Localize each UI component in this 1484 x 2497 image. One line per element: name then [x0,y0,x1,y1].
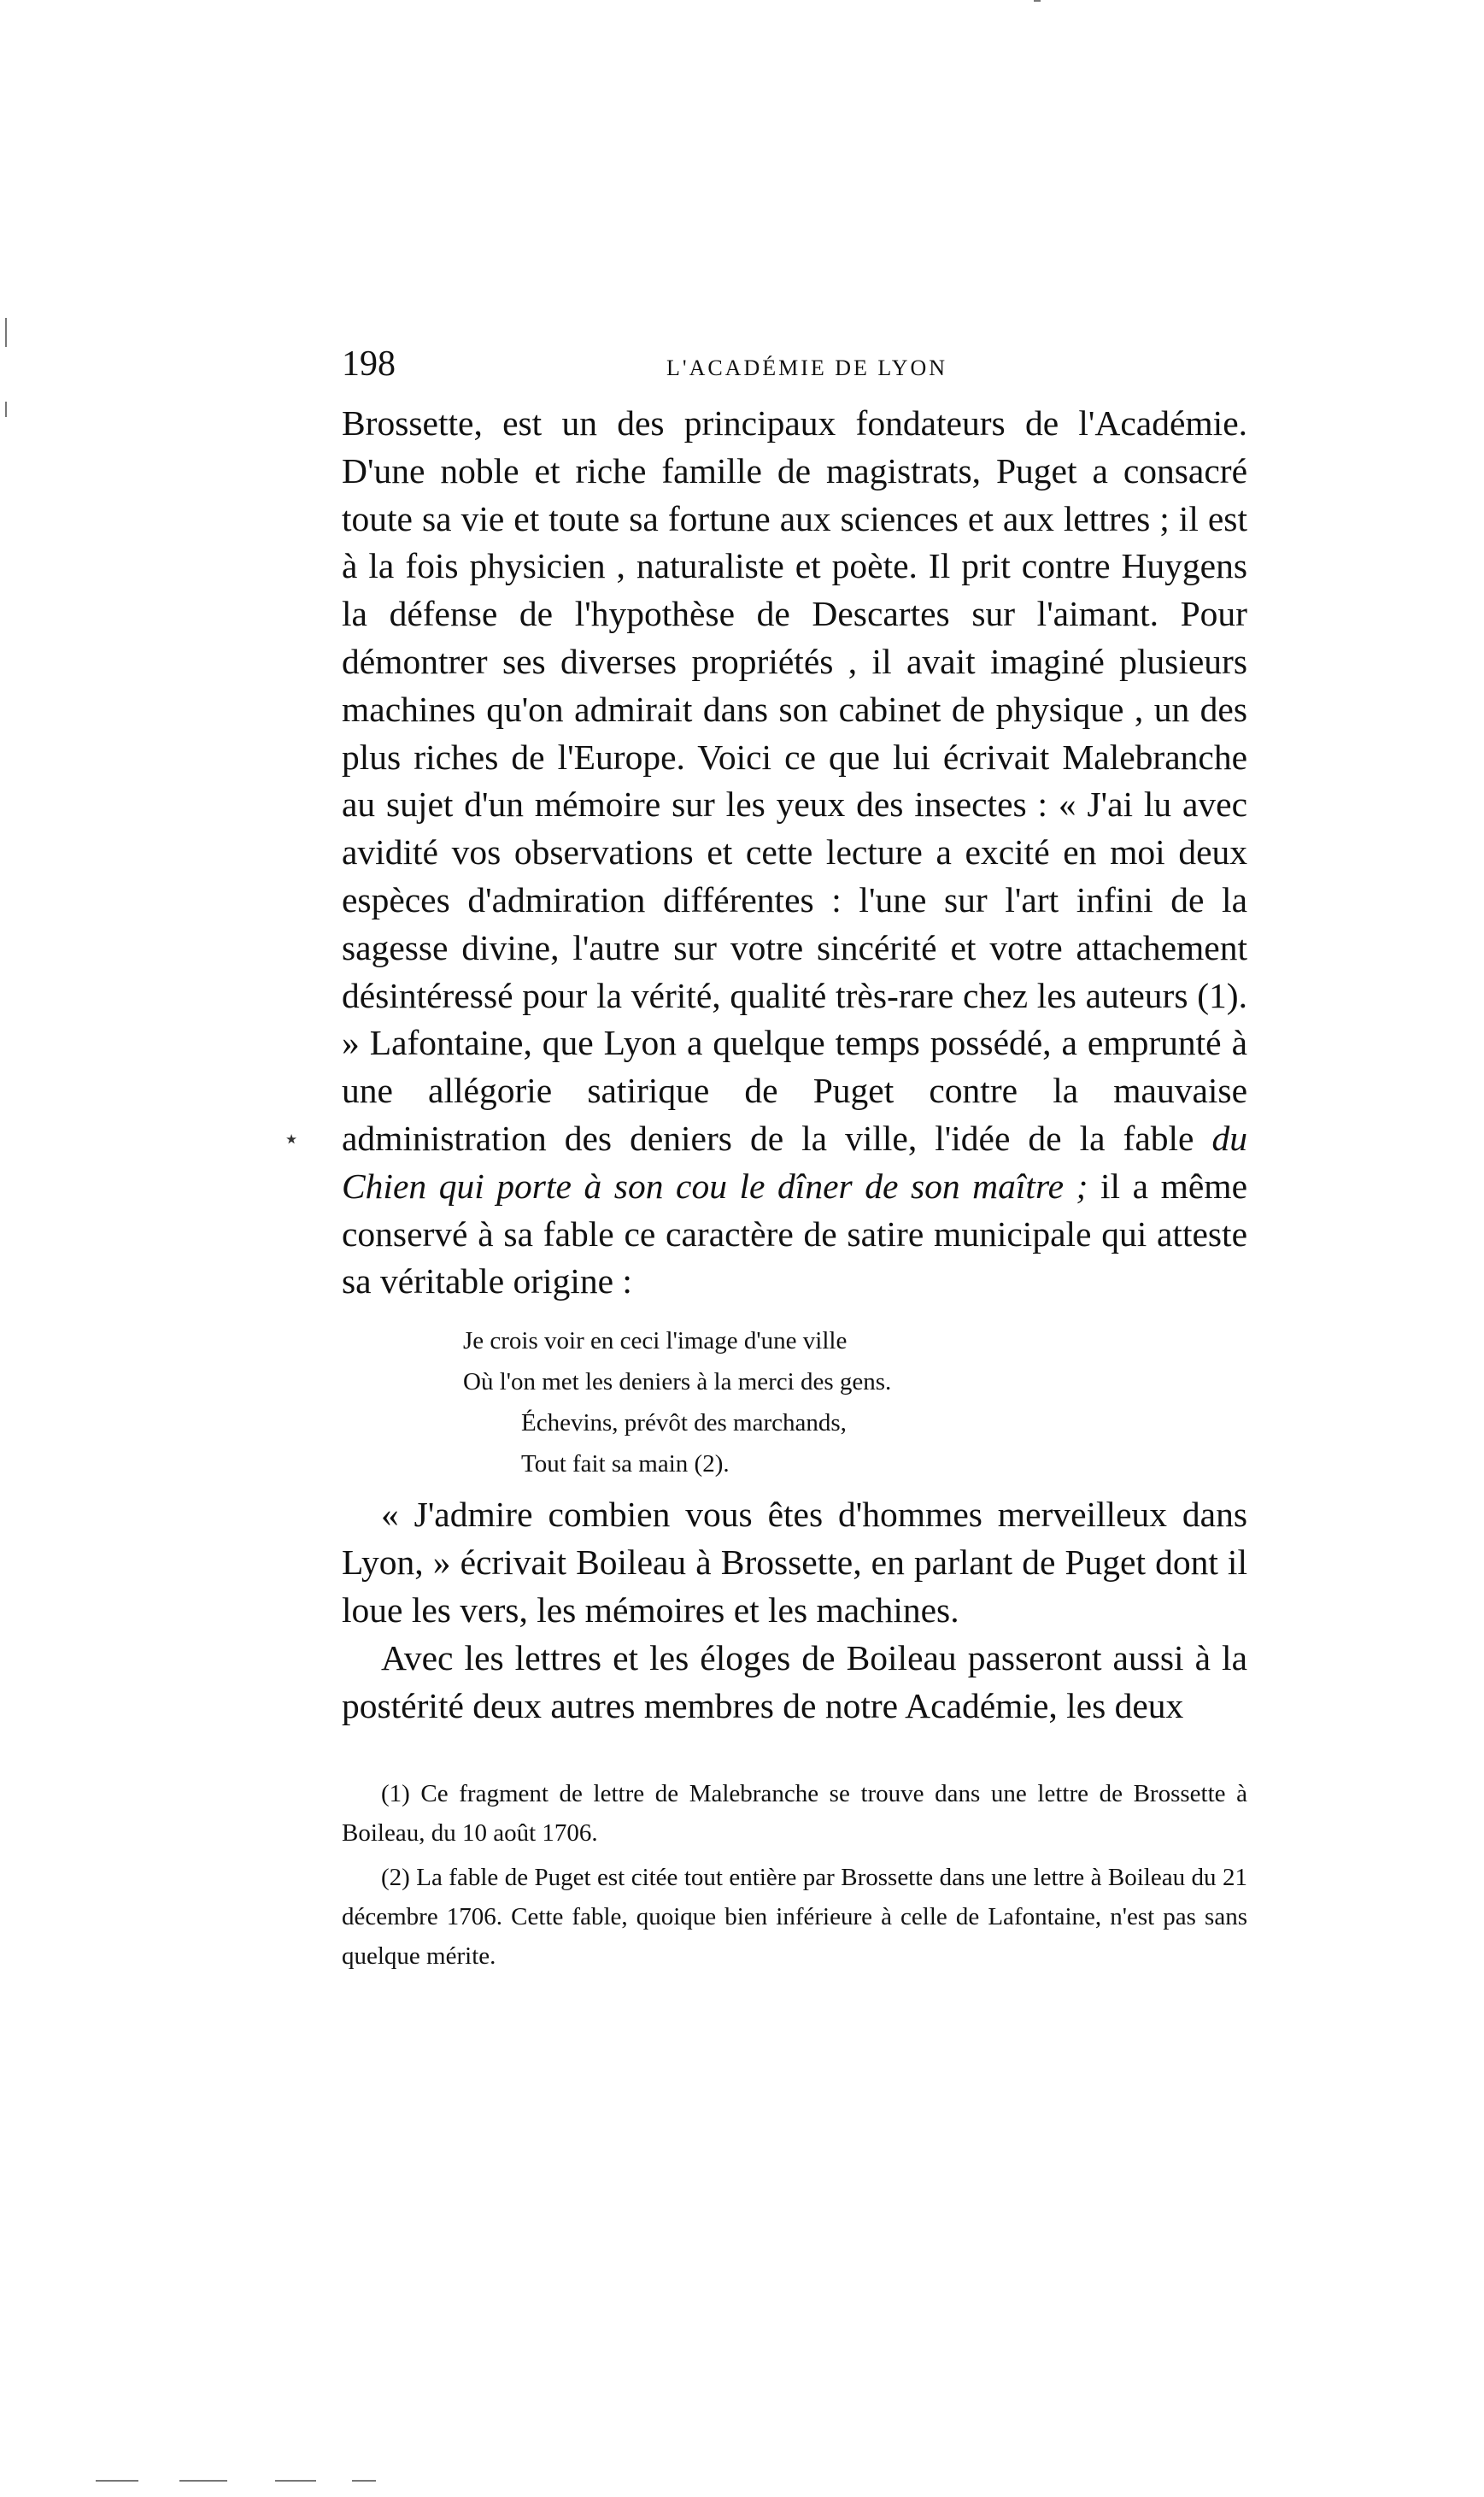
running-head: L'ACADÉMIE DE LYON [666,355,948,380]
paragraph-text: il a même conservé à sa fable ce caractère de satire municipale qui atteste sa véritable origine : [342,1166,1247,1301]
paragraph: Avec les lettres et les éloges de Boileau passeront aussi à la postérité deux autres membres de notre Académie, les deux [342,1638,1247,1725]
verse-line: Échevins, prévôt des marchands, [521,1409,847,1437]
scan-edge-mark [96,2480,138,2482]
main-text [342,400,1247,1306]
footnote-2: (2) La fable de Puget est citée tout entière par Brossette dans une lettre à Boileau du 21 décembre 1706. Cette fable, quoique bien inférieure à celle de Lafontaine, n'est pas sans quelque mérite. [342,1864,1247,1970]
paragraph [342,400,1247,1306]
verse-quote [463,1320,891,1484]
scan-edge-mark [352,2480,376,2482]
verse-line: Où l'on met les deniers à la merci des gens. [463,1368,892,1395]
footnotes [342,1774,1247,1981]
paragraph: « J'admire combien vous êtes d'hommes merveilleux dans Lyon, » écrivait Boileau à Brossette, en parlant de Puget dont il loue les vers, les mémoires et les machines. [342,1495,1247,1630]
fable-title: du Chien qui porte à son cou le dîner de son maître ; [342,1118,1247,1206]
page-header [342,344,1247,395]
scan-edge-mark [275,2480,316,2482]
scan-edge-mark [5,402,7,417]
verse-line: Je crois voir en ceci l'image d'une ville [463,1327,848,1354]
main-text-continued [342,1490,1247,1730]
scan-edge-mark [1034,0,1041,2]
scan-edge-mark [5,318,7,347]
margin-mark: ٭ [285,1126,298,1151]
scan-edge-mark [179,2480,227,2482]
verse-line: Tout fait sa main (2). [521,1450,730,1478]
paragraph-text: Brossette, est un des principaux fondateurs de l'Académie. D'une noble et riche famille de magistrats, Puget a consacré toute sa vie et toute sa fortune aux sciences et aux lettres ; il est à la fois physicien , naturaliste et poète. Il prit contre Huygens la défense de l'hypothèse de Descartes sur l'aimant. Pour démontrer ses diverses propriétés , il avait imaginé plusieurs machines qu'on admirait dans son cabinet de physique , un des plus riches de l'Europe. Voici ce que lui écrivait Malebranche au sujet d'un mémoire sur les yeux des insectes : « J'ai lu avec avidité vos observations et cette lecture a excité en moi deux espèces d'admiration différentes : l'une sur l'art infini de la sagesse divine, l'autre sur votre sincérité et votre attachement désintéressé pour la vérité, qualité très-rare chez les auteurs (1). » Lafontaine, que Lyon a quelque temps possédé, a emprunté à une allégorie satirique de Puget contre la mauvaise administration des deniers de la ville, l'idée de la fable [342,403,1247,1158]
page-number: 198 [342,344,396,384]
footnote-1: (1) Ce fragment de lettre de Malebranche se trouve dans une lettre de Brossette à Boileau, du 10 août 1706. [342,1780,1247,1847]
